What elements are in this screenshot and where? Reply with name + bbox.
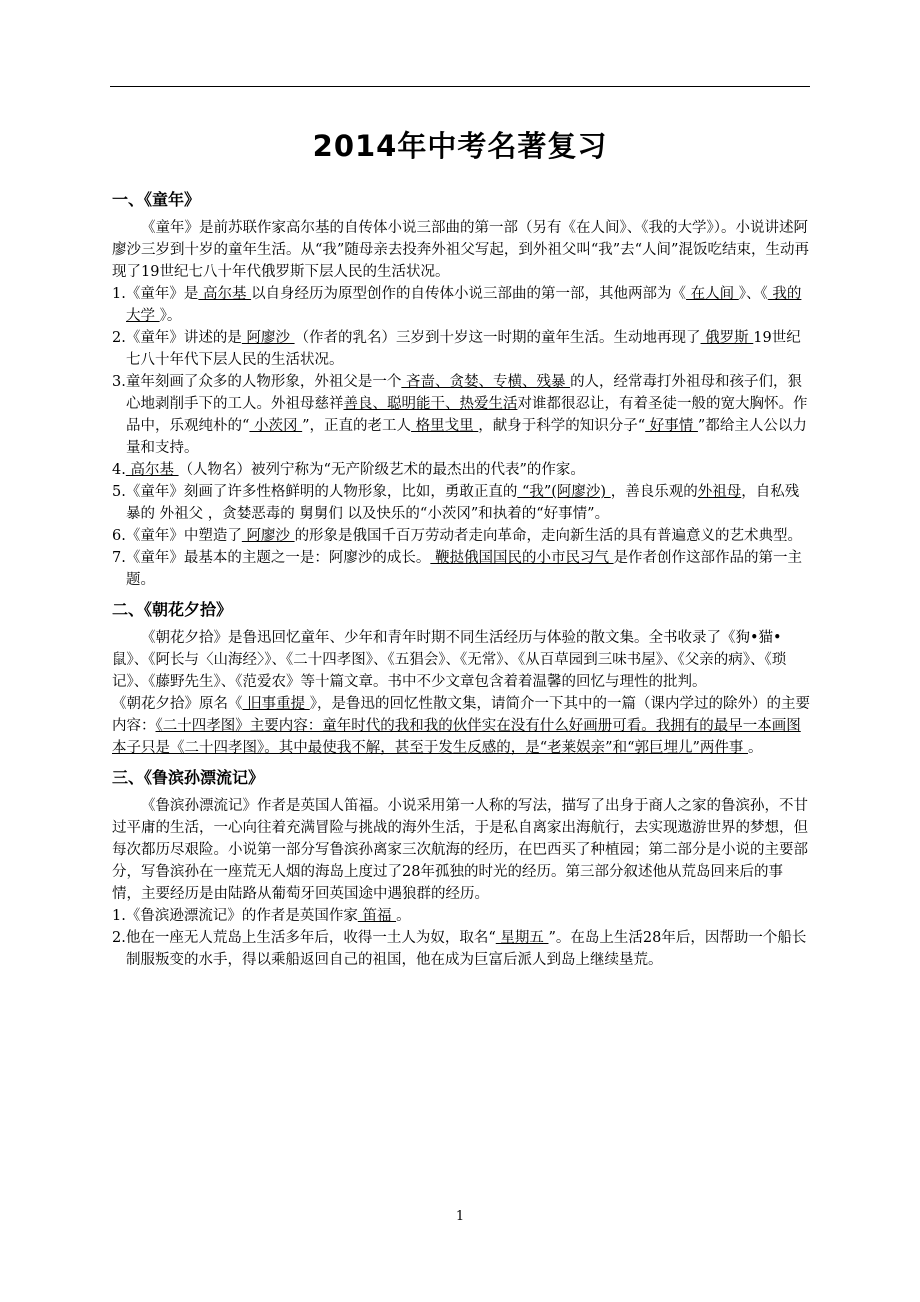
question-7: 7.《童年》最基本的主题之一是：阿廖沙的成长。 鞭挞俄国国民的小市民习气 是作者创作这部作品的第一主题。 xyxy=(112,550,803,588)
document-body xyxy=(112,188,810,978)
question-4: 4. 高尔基 （人物名）被列宁称为“无产阶级艺术的最杰出的代表”的作家。 xyxy=(112,462,585,478)
section-childhood xyxy=(112,188,810,591)
header-rule xyxy=(110,86,810,87)
question-2: 2.《童年》讲述的是 阿廖沙 （作者的乳名）三岁到十岁这一时期的童年生活。生动地再现了 俄罗斯 19世纪七八十年代下层人民的生活状况。 xyxy=(112,330,801,368)
question-1: 1.《鲁滨逊漂流记》的作者是英国作家 笛福 。 xyxy=(112,908,411,924)
question-1: 1.《童年》是 高尔基 以自身经历为原型创作的自传体小说三部曲的第一部，其他两部为《 在人间 》、《 我的大学 》。 xyxy=(112,286,802,324)
section-heading: 一、《童年》 xyxy=(112,190,201,209)
section-intro: 《鲁滨孙漂流记》作者是英国人笛福。小说采用第一人称的写法，描写了出身于商人之家的鲁滨孙，不甘过平庸的生活，一心向往着充满冒险与挑战的海外生活，于是私自离家出海航行，去实现遨游世界的梦想，但每次都历尽艰险。小说第一部分写鲁滨孙离家三次航海的经历，在巴西买了种植园；第二部分是小说的主要部分，写鲁滨孙在一座荒无人烟的海岛上度过了28年孤独的时光的经历。第三部分叙述他从荒岛回来后的事情，主要经历是由陆路从葡萄牙回英国途中遇狼群的经历。 xyxy=(112,798,808,902)
section-heading: 三、《鲁滨孙漂流记》 xyxy=(112,768,265,787)
page-number: 1 xyxy=(455,1209,465,1224)
section-robinson xyxy=(112,766,810,971)
question-2: 2.他在一座无人荒岛上生活多年后，收得一土人为奴，取名“ 星期五 ”。在岛上生活28年后，因帮助一个船长制服叛变的水手，得以乘船返回自己的祖国，他在成为巨富后派人到岛上继续垦荒。 xyxy=(112,930,807,968)
question-1: 《朝花夕拾》原名《 旧事重提 》，是鲁迅的回忆性散文集，请简介一下其中的一篇（课内学过的除外）的主要内容：《二十四孝图》主要内容：童年时代的我和我的伙伴实在没有什么好画册可看。我拥有的最早一本画图本子只是《二十四孝图》。其中最使我不解，甚至于发生反感的，是“老莱娱亲”和“郭巨埋儿”两件事 。 xyxy=(112,696,810,756)
page-title: 2014年中考名著复习 xyxy=(312,129,608,163)
section-intro: 《朝花夕拾》是鲁迅回忆童年、少年和青年时期不同生活经历与体验的散文集。全书收录了《狗•猫•鼠》、《阿长与〈山海经〉》、《二十四孝图》、《五猖会》、《无常》、《从百草园到三味书屋》、《父亲的病》、《琐记》、《藤野先生》、《范爱农》等十篇文章。书中不少文章包含着着温馨的回忆与理性的批判。 xyxy=(112,630,787,690)
question-6: 6.《童年》中塑造了 阿廖沙 的形象是俄国千百万劳动者走向革命，走向新生活的具有普遍意义的艺术典型。 xyxy=(112,528,803,544)
question-5: 5.《童年》刻画了许多性格鲜明的人物形象，比如，勇敢正直的 “我”(阿廖沙) ，善良乐观的外祖母，自私残暴的 外祖父 ，贪婪恶毒的 舅舅们 以及快乐的“小茨冈”和执着的“好事情”。 xyxy=(112,484,800,522)
section-morning-flowers xyxy=(112,598,810,759)
section-intro: 《童年》是前苏联作家高尔基的自传体小说三部曲的第一部（另有《在人间》、《我的大学》）。小说讲述阿廖沙三岁到十岁的童年生活。从“我”随母亲去投奔外祖父写起，到外祖父叫“我”去“人间”混饭吃结束，生动再现了19世纪七八十年代俄罗斯下层人民的生活状况。 xyxy=(112,220,809,280)
question-3: 3.童年刻画了众多的人物形象，外祖父是一个 吝啬、贪婪、专横、残暴 的人，经常毒打外祖母和孩子们，狠心地剥削手下的工人。外祖母慈祥善良、聪明能干、热爱生活对谁都很忍让，有着圣徒一般的宽大胸怀。作品中，乐观纯朴的“ 小茨冈 ”，正直的老工人 格里戈里 ，献身于科学的知识分子“ 好事情 ”都给主人公以力量和支持。 xyxy=(112,374,808,456)
section-heading: 二、《朝花夕拾》 xyxy=(112,600,233,619)
